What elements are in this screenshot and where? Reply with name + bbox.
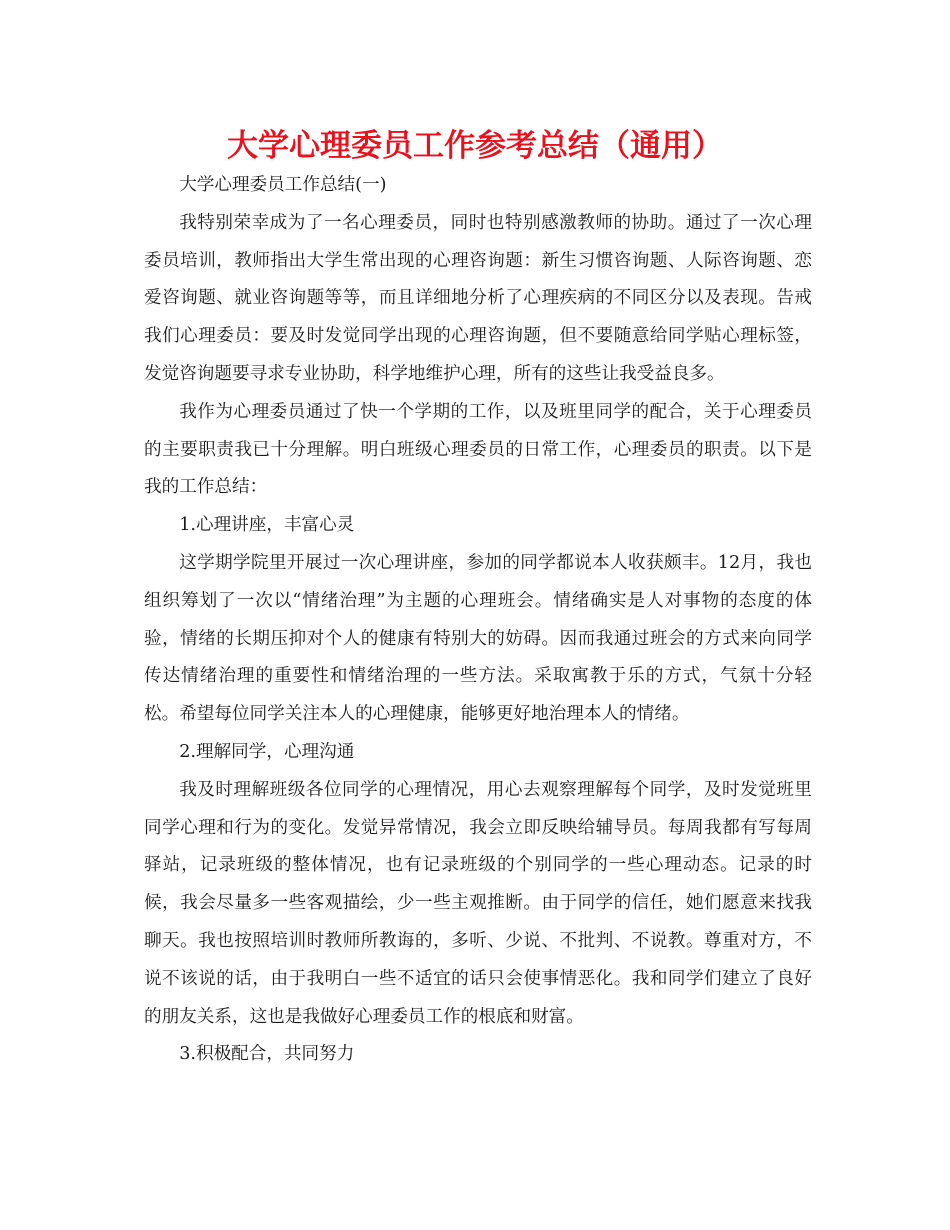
body-paragraph: 我作为心理委员通过了快一个学期的工作，以及班里同学的配合，关于心理委员的主要职责我已十分理解。明白班级心理委员的日常工作，心理委员的职责。以下是我的工作总结： xyxy=(144,401,812,498)
section-heading: 3.积极配合，共同努力 xyxy=(179,1044,355,1065)
body-paragraph: 这学期学院里开展过一次心理讲座，参加的同学都说本人收获颇丰。12月，我也组织筹划了一次以“情绪治理”为主题的心理班会。情绪确实是人对事物的态度的体验，情绪的长期压抑对个人的健康有特别大的妨碍。因而我通过班会的方式来向同学传达情绪治理的重要性和情绪治理的一些方法。采取寓教于乐的方式，气氛十分轻松。希望每位同学关注本人的心理健康，能够更好地治理本人的情绪。 xyxy=(144,552,812,725)
section-heading: 1.心理讲座，丰富心灵 xyxy=(179,515,355,536)
section-subtitle: 大学心理委员工作总结(一) xyxy=(179,175,387,195)
document-title: 大学心理委员工作参考总结（通用） xyxy=(227,128,723,164)
section-heading: 2.理解同学，心理沟通 xyxy=(179,741,355,762)
body-paragraph: 我及时理解班级各位同学的心理情况，用心去观察理解每个同学，及时发觉班里同学心理和行为的变化。发觉异常情况，我会立即反映给辅导员。每周我都有写每周驿站，记录班级的整体情况，也有记录班级的个别同学的一些心理动态。记录的时候，我会尽量多一些客观描绘，少一些主观推断。由于同学的信任，她们愿意来找我聊天。我也按照培训时教师所教诲的，多听、少说、不批判、不说教。尊重对方，不说不该说的话，由于我明白一些不适宜的话只会使事情恶化。我和同学们建立了良好的朋友关系，这也是我做好心理委员工作的根底和财富。 xyxy=(144,779,812,1027)
document-body xyxy=(144,167,812,1074)
body-paragraph: 我特别荣幸成为了一名心理委员，同时也特别感激教师的协助。通过了一次心理委员培训，教师指出大学生常出现的心理咨询题：新生习惯咨询题、人际咨询题、恋爱咨询题、就业咨询题等等，而且详细地分析了心理疾病的不同区分以及表现。告戒我们心理委员：要及时发觉同学出现的心理咨询题，但不要随意给同学贴心理标签，发觉咨询题要寻求专业协助，科学地维护心理，所有的这些让我受益良多。 xyxy=(144,212,812,384)
